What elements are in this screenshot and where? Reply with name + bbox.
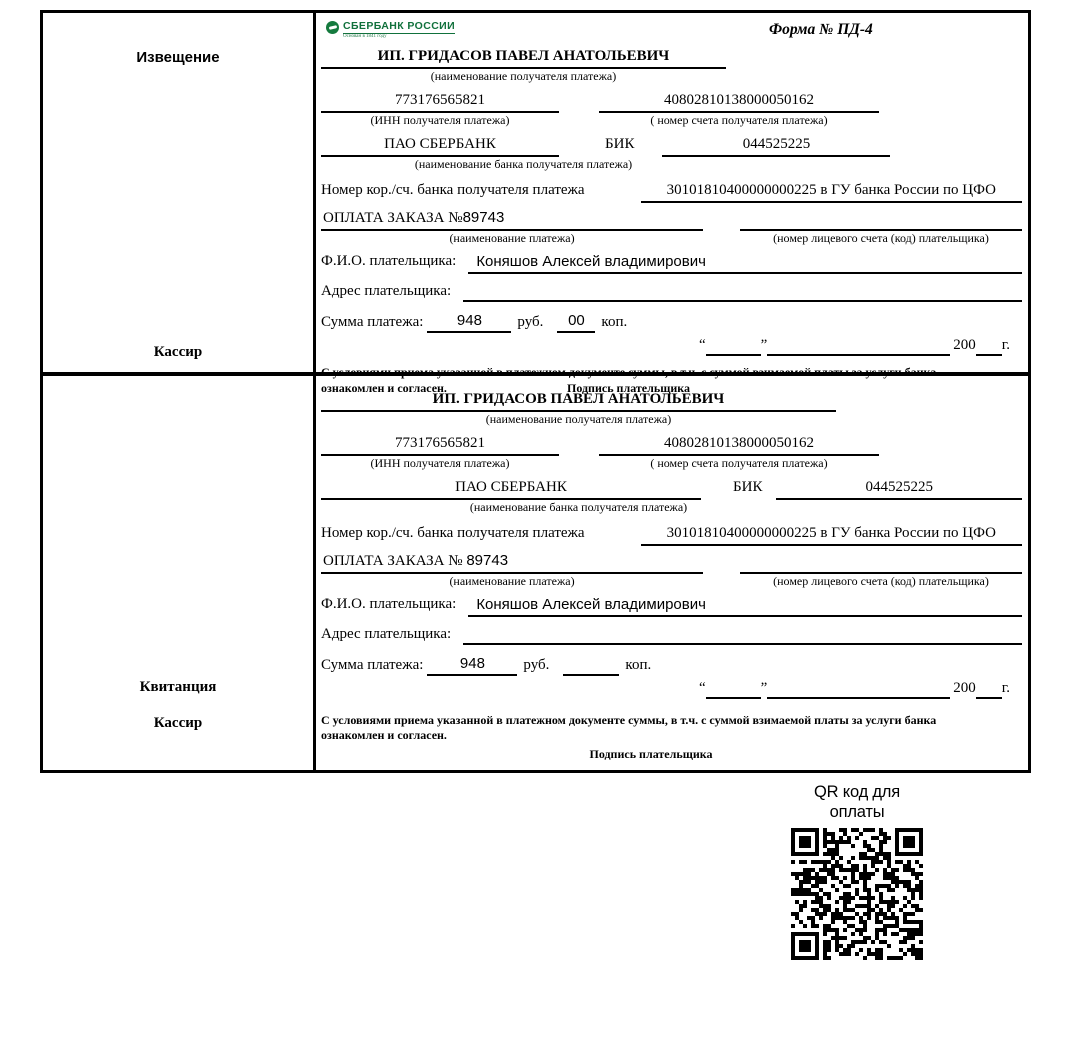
payment-sum-row: [321, 310, 1022, 333]
receipt-side-cell: [43, 376, 316, 770]
payer-account-line: [740, 207, 1022, 231]
date-day-line: [706, 680, 761, 699]
corr-label: Номер кор./сч. банка получателя платежа: [321, 525, 585, 541]
quote-open: “: [698, 680, 706, 696]
header-row: [321, 19, 1022, 46]
payer-name-label: Ф.И.О. плательщика:: [321, 253, 457, 269]
sberbank-logo-text: СБЕРБАНК РОССИИ: [343, 20, 456, 32]
payment-number: 89743: [466, 552, 509, 569]
payer-name-row: [321, 251, 1022, 274]
date-day-line: [706, 337, 761, 356]
account-hint: ( номер счета получателя платежа): [650, 113, 828, 127]
payer-name-label: Ф.И.О. плательщика:: [321, 596, 457, 612]
year-prefix: 200: [953, 337, 976, 353]
agreement-text: [321, 713, 993, 743]
form-number: Форма № ПД-4: [769, 21, 873, 38]
qr-code: [786, 828, 928, 960]
payer-address-label: Адрес плательщика:: [321, 626, 452, 642]
bank-name-value: ПАО СБЕРБАНК: [321, 477, 701, 500]
inn-value: 773176565821: [321, 90, 559, 113]
kop-unit: коп.: [625, 657, 652, 673]
quote-open: “: [698, 337, 706, 353]
corr-label: Номер кор./сч. банка получателя платежа: [321, 182, 585, 198]
bank-name-value: ПАО СБЕРБАНК: [321, 134, 559, 157]
sberbank-logo: [326, 20, 455, 40]
bik-value: 044525225: [662, 134, 890, 157]
sum-kop-value: 00: [557, 310, 595, 333]
payer-signature-label: Подпись плательщика: [567, 381, 690, 395]
agreement-line1: С условиями приема указанной в платежном документе суммы, в т.ч. с суммой взимаемой платы за услуги банка: [321, 713, 937, 727]
payer-address-row: [321, 281, 1022, 302]
inn-hint: (ИНН получателя платежа): [370, 456, 510, 470]
payment-form-pd4: [40, 10, 1031, 773]
cashier-label: Кассир: [153, 344, 203, 360]
kop-unit: коп.: [601, 314, 628, 330]
sum-label: Сумма платежа:: [321, 657, 424, 673]
payer-account-line: [740, 550, 1022, 574]
qr-block: [786, 782, 928, 960]
payment-hint: (наименование платежа): [449, 574, 575, 588]
recipient-hint: (наименование получателя платежа): [430, 69, 617, 83]
date-row: [321, 335, 1022, 356]
sberbank-logo-icon: [326, 21, 339, 34]
recipient-name: ИП. ГРИДАСОВ ПАВЕЛ АНАТОЛЬЕВИЧ: [321, 389, 836, 412]
notice-main-cell: [316, 13, 1028, 395]
agreement-line1: С условиями приема указанной в платежном документе суммы, в т.ч. с суммой взимаемой платы за услуги банка: [321, 365, 937, 379]
cashier-label: Кассир: [153, 715, 203, 731]
inn-value: 773176565821: [321, 433, 559, 456]
payment-sum-row: [321, 653, 1022, 676]
section-notice: [43, 13, 1028, 395]
payment-name: ОПЛАТА ЗАКАЗА №: [323, 553, 467, 569]
quote-close: ”: [760, 680, 768, 696]
payer-address-value: [463, 281, 1022, 302]
recipient-name: ИП. ГРИДАСОВ ПАВЕЛ АНАТОЛЬЕВИЧ: [321, 46, 726, 69]
rub-unit: руб.: [523, 657, 550, 673]
sberbank-logo-tagline: Основан в 1841 году: [343, 34, 387, 39]
year-line: [976, 680, 1002, 699]
bank-hint: (наименование банка получателя платежа): [469, 500, 688, 514]
sum-label: Сумма платежа:: [321, 314, 424, 330]
notice-side-cell: [43, 13, 316, 372]
agreement-line2: ознакомлен и согласен.: [321, 728, 447, 742]
payer-signature-label: Подпись плательщика: [589, 747, 713, 761]
payment-name-row: [321, 550, 1022, 574]
date-month-line: [767, 337, 950, 356]
year-suffix: г.: [1001, 337, 1010, 353]
recipient-hint: (наименование получателя платежа): [485, 412, 672, 426]
bank-bik-row: [321, 134, 1022, 157]
bank-bik-row: [321, 477, 1022, 500]
inn-account-row: [321, 90, 1022, 113]
notice-label: Извещение: [136, 49, 220, 66]
account-value: 40802810138000050162: [599, 433, 879, 456]
year-line: [976, 337, 1002, 356]
inn-hint: (ИНН получателя платежа): [370, 113, 510, 127]
quote-close: ”: [760, 337, 768, 353]
date-month-line: [767, 680, 950, 699]
sum-rub-value: 948: [427, 310, 511, 333]
receipt-main-cell: [316, 376, 1028, 770]
sum-kop-value: [563, 674, 619, 676]
payer-address-value: [463, 624, 1022, 645]
payer-name-value: Коняшов Алексей владимирович: [468, 594, 1022, 617]
payment-hint: (наименование платежа): [449, 231, 575, 245]
payer-address-label: Адрес плательщика:: [321, 283, 452, 299]
date-row: [321, 678, 1022, 699]
payer-account-hint: (номер лицевого счета (код) плательщика): [773, 231, 989, 245]
account-hint: ( номер счета получателя платежа): [650, 456, 828, 470]
bank-hint: (наименование банка получателя платежа): [414, 157, 633, 171]
qr-label: QR код для оплаты: [814, 783, 900, 821]
payment-number: 89743: [462, 209, 505, 226]
agreement-line2: ознакомлен и согласен.: [321, 381, 447, 395]
corr-value: 30101810400000000225 в ГУ банка России по ЦФО: [641, 523, 1022, 546]
corr-account-row: [321, 180, 1022, 203]
year-suffix: г.: [1001, 680, 1010, 696]
payer-name-value: Коняшов Алексей владимирович: [468, 251, 1022, 274]
bik-label: БИК: [733, 479, 763, 495]
payment-name: ОПЛАТА ЗАКАЗА №: [323, 210, 463, 226]
payer-name-row: [321, 594, 1022, 617]
corr-account-row: [321, 523, 1022, 546]
sum-rub-value: 948: [427, 653, 517, 676]
payer-address-row: [321, 624, 1022, 645]
inn-account-row: [321, 433, 1022, 456]
bik-label: БИК: [605, 136, 635, 152]
year-prefix: 200: [953, 680, 976, 696]
account-value: 40802810138000050162: [599, 90, 879, 113]
bik-value: 044525225: [776, 477, 1022, 500]
receipt-label: Квитанция: [139, 679, 217, 695]
corr-value: 30101810400000000225 в ГУ банка России по ЦФО: [641, 180, 1022, 203]
rub-unit: руб.: [517, 314, 544, 330]
payer-account-hint: (номер лицевого счета (код) плательщика): [773, 574, 989, 588]
section-receipt: [43, 372, 1028, 770]
payment-name-row: [321, 207, 1022, 231]
